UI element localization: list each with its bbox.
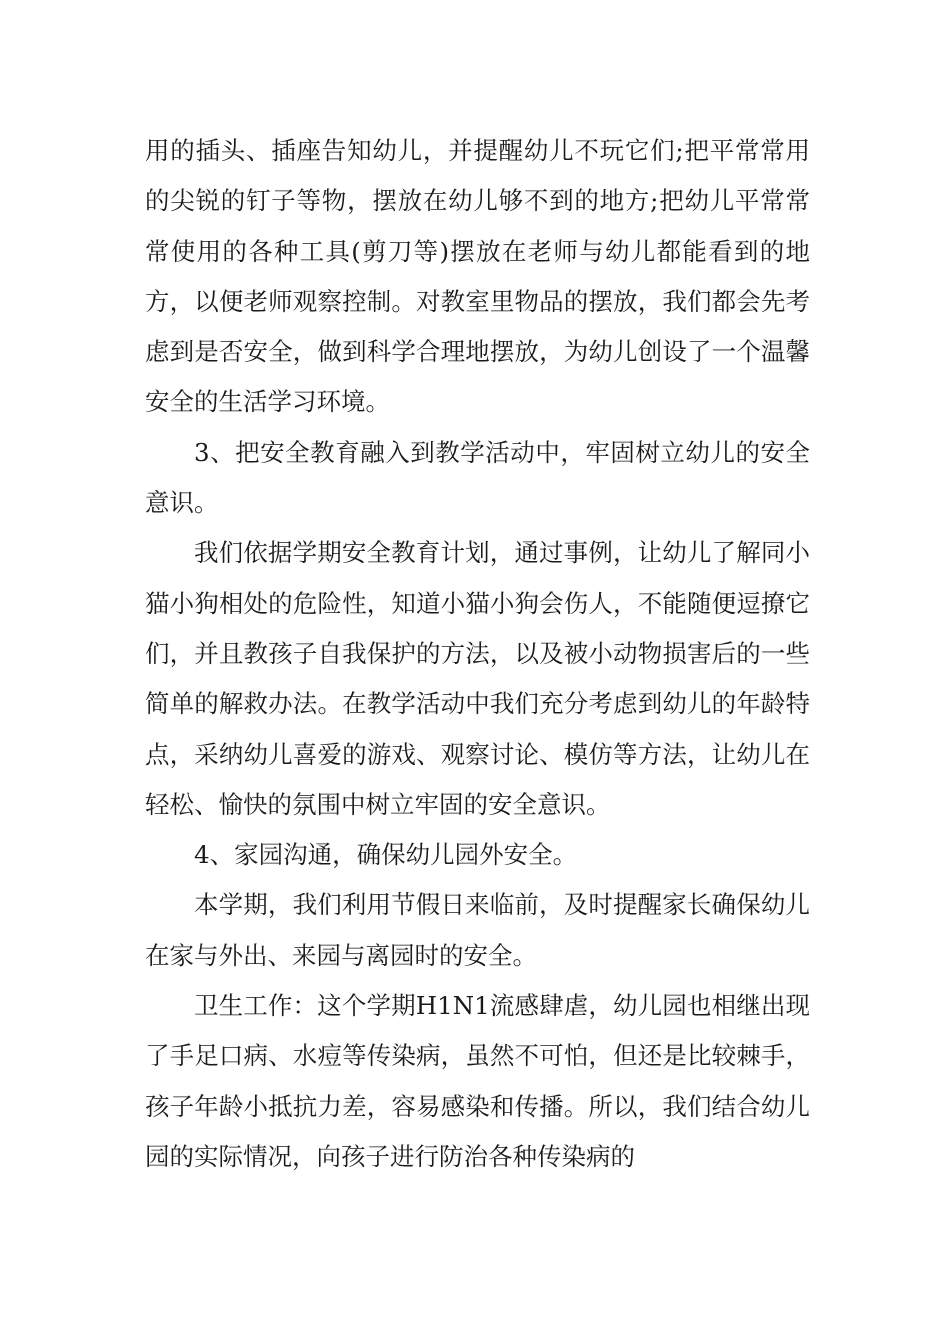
paragraph-2: 3、把安全教育融入到教学活动中，牢固树立幼儿的安全意识。 [145,437,810,518]
paragraph-4: 4、家园沟通，确保幼儿园外安全。 [194,840,578,870]
document-body [145,126,810,1182]
paragraph-3: 我们依据学期安全教育计划，通过事例，让幼儿了解同小猫小狗相处的危险性，知道小猫小狗会伤人，不能随便逗撩它们，并且教孩子自我保护的方法，以及被小动物损害后的一些简单的解救办法。在教学活动中我们充分考虑到幼儿的年龄特点，采纳幼儿喜爱的游戏、观察讨论、模仿等方法，让幼儿在轻松、愉快的氛围中树立牢固的安全意识。 [145,538,810,819]
paragraph-1: 用的插头、插座告知幼儿，并提醒幼儿不玩它们;把平常常用的尖锐的钉子等物，摆放在幼儿够不到的地方;把幼儿平常常常使用的各种工具(剪刀等)摆放在老师与幼儿都能看到的地方，以便老师观察控制。对教室里物品的摆放，我们都会先考虑到是否安全，做到科学合理地摆放，为幼儿创设了一个温馨安全的生活学习环境。 [145,136,810,417]
paragraph-6: 卫生工作：这个学期H1N1流感肆虐，幼儿园也相继出现了手足口病、水痘等传染病，虽然不可怕，但还是比较棘手，孩子年龄小抵抗力差，容易感染和传播。所以，我们结合幼儿园的实际情况，向孩子进行防治各种传染病的 [145,991,810,1171]
paragraph-5: 本学期，我们利用节假日来临前，及时提醒家长确保幼儿在家与外出、来园与离园时的安全。 [145,890,810,970]
